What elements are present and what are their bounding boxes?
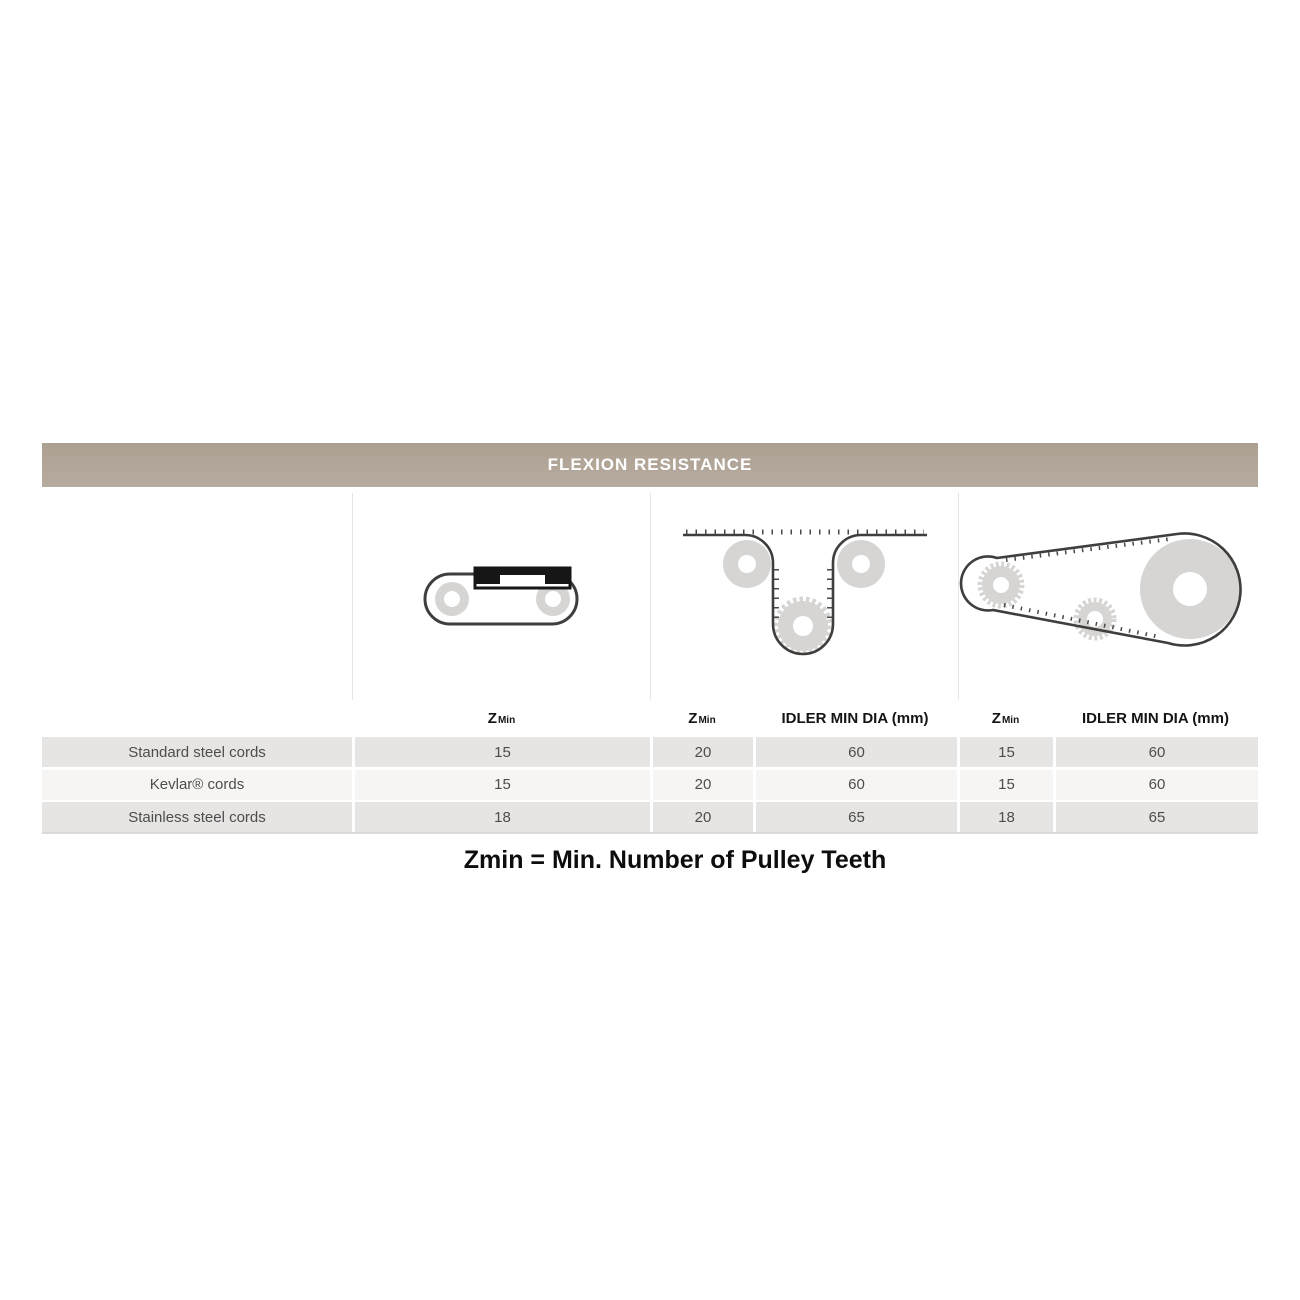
header-zmin-drive [957, 702, 1053, 737]
value-cell: 15 [957, 770, 1053, 800]
data-rows [42, 737, 1258, 834]
zmin-subscript: Min [1001, 715, 1020, 726]
value-cell: 15 [352, 737, 650, 767]
table-row-standard-steel [42, 737, 1258, 767]
row-label: Stainless steel cords [42, 802, 352, 832]
idler-label: IDLER MIN DIA (mm) [781, 710, 929, 727]
value-cell: 60 [1053, 770, 1258, 800]
table-title: FLEXION RESISTANCE [547, 455, 753, 474]
zmin-caption: Zmin = Min. Number of Pulley Teeth [463, 846, 887, 874]
value-cell: 20 [650, 770, 753, 800]
zmin-label: Z [688, 710, 698, 727]
value-cell: 60 [1053, 737, 1258, 767]
header-empty [42, 702, 352, 737]
header-idler-drive [1053, 702, 1258, 737]
zmin-subscript: Min [497, 715, 516, 726]
flexion-resistance-table [42, 443, 1258, 834]
value-cell: 15 [352, 770, 650, 800]
table-row-kevlar [42, 770, 1258, 800]
column-header-row [42, 702, 1258, 737]
value-cell: 65 [1053, 802, 1258, 832]
value-cell: 20 [650, 737, 753, 767]
value-cell: 20 [650, 802, 753, 832]
omega-drive-diagram [650, 489, 958, 702]
row-label: Kevlar® cords [42, 770, 352, 800]
zmin-label: Z [487, 710, 497, 727]
table-row-stainless-steel [42, 802, 1258, 832]
value-cell: 18 [352, 802, 650, 832]
value-cell: 18 [957, 802, 1053, 832]
zmin-subscript: Min [698, 715, 716, 726]
idler-label: IDLER MIN DIA (mm) [1082, 710, 1229, 727]
pulley-idler-drive-diagram [958, 489, 1258, 702]
value-cell: 60 [753, 770, 957, 800]
header-zmin-omega [650, 702, 753, 737]
value-cell: 60 [753, 737, 957, 767]
header-zmin-linear [352, 702, 650, 737]
value-cell: 65 [753, 802, 957, 832]
zmin-label: Z [991, 710, 1001, 727]
table-title-bar [42, 443, 1258, 487]
header-idler-omega [753, 702, 957, 737]
linear-belt-clamp-diagram [352, 489, 650, 702]
row-label: Standard steel cords [42, 737, 352, 767]
value-cell: 15 [957, 737, 1053, 767]
diagram-row [42, 487, 1258, 702]
